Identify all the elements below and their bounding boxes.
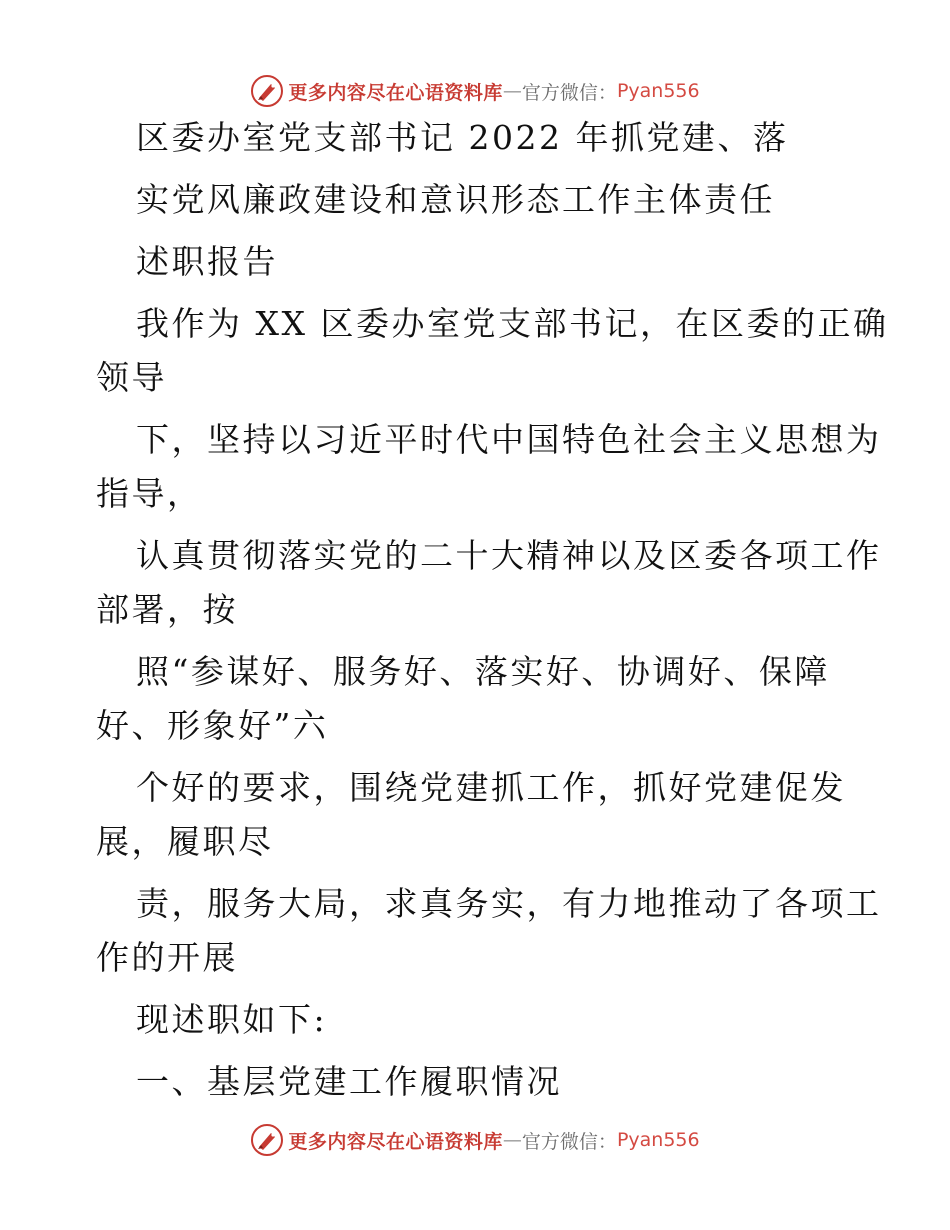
banner-main-text: 更多内容尽在心语资料库: [288, 1130, 503, 1153]
doc-paragraph-line: 认真贯彻落实党的二十大精神以及区委各项工作: [136, 536, 882, 575]
doc-paragraph-line: 我作为 XX 区委办室党支部书记，在区委的正确: [136, 304, 889, 343]
banner-wechat-id: Pyan556: [616, 1129, 700, 1151]
doc-section-heading: 一、基层党建工作履职情况: [136, 1062, 562, 1101]
banner-wechat-label: 官方微信：: [521, 1130, 617, 1153]
doc-paragraph-line: 个好的要求，围绕党建抓工作，抓好党建促发: [136, 768, 846, 807]
doc-paragraph-line: 好、形象好”六: [96, 706, 329, 745]
banner-wechat-id: Pyan556: [616, 80, 700, 102]
doc-paragraph-line: 照“参谋好、服务好、落实好、协调好、保障: [136, 652, 830, 691]
footer-watermark-banner: [0, 1120, 950, 1160]
banner-separator: —: [502, 1129, 522, 1151]
doc-paragraph-line: 指导，: [96, 474, 203, 513]
pen-nib-logo-icon: [250, 74, 284, 108]
banner-separator: —: [502, 80, 522, 102]
pen-nib-logo-icon: [250, 1123, 284, 1157]
banner-main-text: 更多内容尽在心语资料库: [288, 81, 503, 104]
header-watermark-banner: [0, 71, 950, 111]
doc-title-line-3: 述职报告: [136, 242, 278, 281]
doc-paragraph-line: 领导: [96, 358, 167, 397]
doc-paragraph-line: 下，坚持以习近平时代中国特色社会主义思想为: [136, 420, 882, 459]
doc-title-line-1: 区委办室党支部书记 2022 年抓党建、落: [136, 118, 789, 157]
doc-paragraph-line: 现述职如下:: [136, 1000, 328, 1039]
doc-title-line-2: 实党风廉政建设和意识形态工作主体责任: [136, 180, 775, 219]
doc-paragraph-line: 部署，按: [96, 590, 238, 629]
doc-paragraph-line: 责，服务大局，求真务实，有力地推动了各项工: [136, 884, 882, 923]
doc-paragraph-line: 展，履职尽: [96, 822, 274, 861]
doc-paragraph-line: 作的开展: [96, 938, 238, 977]
banner-wechat-label: 官方微信：: [521, 81, 617, 104]
